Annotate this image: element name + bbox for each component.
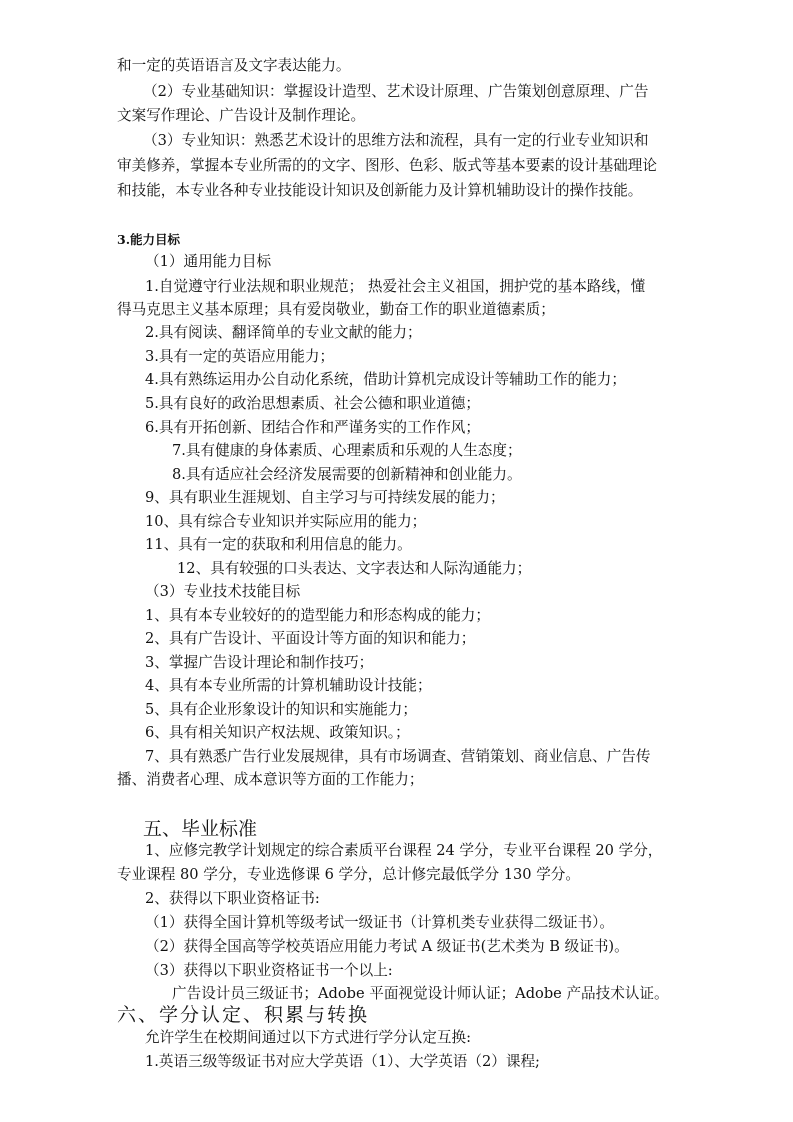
paragraph-line: （3）专业技术技能目标 (145, 583, 301, 600)
list-item: 11、具有一定的获取和利用信息的能力。 (145, 536, 412, 553)
list-item: 3.具有一定的英语应用能力； (145, 348, 335, 365)
subsection-heading: 3.能力目标 (117, 232, 181, 247)
paragraph-line: 和技能，本专业各种专业技能设计知识及创新能力及计算机辅助设计的操作技能。 (117, 182, 643, 199)
list-item: 12、具有较强的口头表达、文字表达和人际沟通能力； (177, 560, 532, 577)
paragraph-line: 广告设计员三级证书；Adobe 平面视觉设计师认证；Adobe 产品技术认证。 (172, 985, 669, 1002)
paragraph-line: 审美修养，掌握本专业所需的的文字、图形、色彩、版式等基本要素的设计基础理论 (117, 157, 657, 174)
list-item: 4.具有熟练运用办公自动化系统，借助计算机完成设计等辅助工作的能力； (145, 371, 626, 388)
list-item: 2、具有广告设计、平面设计等方面的知识和能力； (145, 630, 476, 647)
list-item: 6、具有相关知识产权法规、政策知识。； (145, 724, 410, 741)
paragraph-line: 2、获得以下职业资格证书: (145, 890, 320, 907)
list-item: 5、具有企业形象设计的知识和实施能力； (145, 701, 417, 718)
list-item: 1.英语三级等级证书对应大学英语（1）、大学英语（2）课程; (145, 1053, 540, 1070)
list-item: 7、具有熟悉广告行业发展规律，具有市场调查、营销策划、商业信息、广告传 (145, 748, 651, 765)
list-item: （1）获得全国计算机等级考试一级证书（计算机类专业获得二级证书）。 (145, 914, 614, 931)
paragraph-line: 1、应修完教学计划规定的综合素质平台课程 24 学分，专业平台课程 20 学分， (145, 842, 663, 859)
paragraph-line: 播、消费者心理、成本意识等方面的工作能力； (117, 771, 424, 788)
list-item: 10、具有综合专业知识并实际应用的能力； (145, 513, 427, 530)
list-item: （2）获得全国高等学校英语应用能力考试 A 级证书(艺术类为 B 级证书)。 (145, 938, 629, 955)
paragraph-line: （1）通用能力目标 (145, 253, 272, 270)
list-item: 3、掌握广告设计理论和制作技巧； (145, 654, 374, 671)
paragraph-line: 文案写作理论、广告设计及制作理论。 (117, 107, 366, 124)
list-item: （3）获得以下职业资格证书一个以上: (145, 962, 393, 979)
list-item: 4、具有本专业所需的计算机辅助设计技能； (145, 677, 432, 694)
paragraph-line: （2）专业基础知识：掌握设计造型、艺术设计原理、广告策划创意原理、广告 (143, 83, 649, 100)
paragraph-line: （3）专业知识：熟悉艺术设计的思维方法和流程，具有一定的行业专业知识和 (143, 132, 649, 149)
paragraph-line: 允许学生在校期间通过以下方式进行学分认定互换: (145, 1029, 471, 1046)
list-item: 5.具有良好的政治思想素质、社会公德和职业道德； (145, 395, 480, 412)
list-item: 1、具有本专业较好的的造型能力和形态构成的能力； (145, 607, 490, 624)
list-item: 6.具有开拓创新、团结合作和严谨务实的工作作风； (145, 419, 480, 436)
paragraph-line: 1.自觉遵守行业法规和职业规范； 热爱社会主义祖国，拥护党的基本路线，懂 (145, 278, 646, 295)
list-item: 7.具有健康的身体素质、心理素质和乐观的人生态度； (172, 442, 522, 459)
section-heading: 五、毕业标准 (143, 818, 258, 840)
section-heading: 六、学分认定、积累与转换 (117, 1004, 370, 1026)
paragraph-line: 和一定的英语语言及文字表达能力。 (117, 57, 351, 74)
list-item: 2.具有阅读、翻译简单的专业文献的能力； (145, 324, 422, 341)
list-item: 9、具有职业生涯规划、自主学习与可持续发展的能力； (145, 489, 505, 506)
paragraph-line: 得马克思主义基本原理；具有爱岗敬业，勤奋工作的职业道德素质； (117, 301, 555, 318)
list-item: 8.具有适应社会经济发展需要的创新精神和创业能力。 (172, 466, 522, 483)
paragraph-line: 专业课程 80 学分，专业选修课 6 学分，总计修完最低学分 130 学分。 (117, 866, 580, 883)
